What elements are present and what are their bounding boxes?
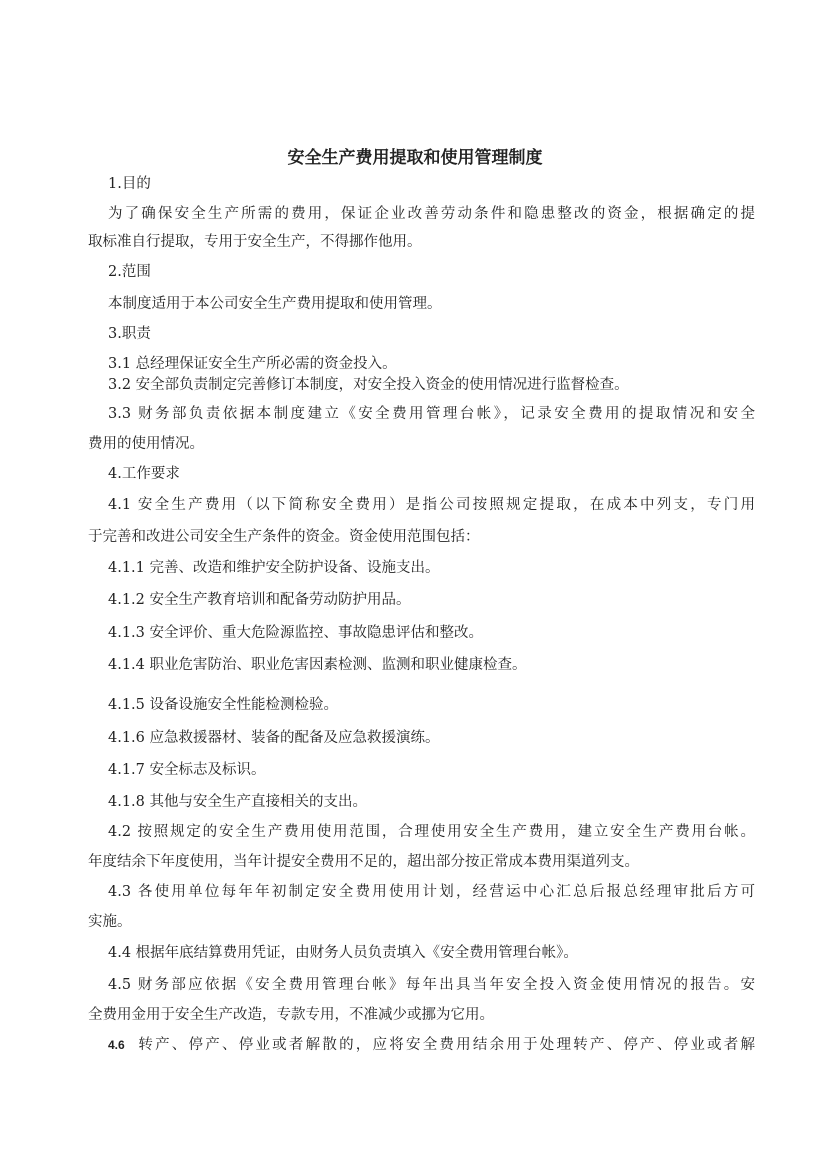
document-line: 4.1.8 其他与安全生产直接相关的支出。	[108, 794, 368, 810]
document-line: 3.职责	[108, 326, 151, 342]
section-number: 4.6	[108, 1038, 125, 1052]
document-line: 4.1.1 完善、改造和维护安全防护设备、设施支出。	[108, 560, 440, 576]
document-line: 全费用金用于安全生产改造，专款专用，不准减少或挪为它用。	[88, 1007, 494, 1023]
paragraph-4-6	[108, 1035, 755, 1055]
paragraph-text: 转产、停产、停业或者解散的，应将安全费用结余用于处理转产、停产、停业或者解	[138, 1037, 755, 1053]
document-line: 1.目的	[108, 176, 151, 192]
document-line: 4.2 按照规定的安全生产费用使用范围，合理使用安全生产费用，建立安全生产费用台帐。	[108, 824, 755, 840]
document-line: 2.范围	[108, 264, 151, 280]
document-line: 4.1.5 设备设施安全性能检测检验。	[108, 697, 339, 713]
document-line: 取标准自行提取，专用于安全生产，不得挪作他用。	[88, 234, 422, 250]
document-line: 4.工作要求	[108, 466, 180, 482]
document-line: 3.1 总经理保证安全生产所必需的资金投入。	[108, 356, 397, 372]
document-line: 4.1.7 安全标志及标识。	[108, 762, 266, 778]
document-line: 本制度适用于本公司安全生产费用提取和使用管理。	[108, 296, 442, 312]
document-line: 4.3 各使用单位每年年初制定安全费用使用计划，经营运中心汇总后报总经理审批后方可	[108, 884, 755, 900]
document-title: 安全生产费用提取和使用管理制度	[287, 148, 543, 168]
document-line: 为了确保安全生产所需的费用，保证企业改善劳动条件和隐患整改的资金，根据确定的提	[108, 206, 755, 222]
document-line: 实施。	[88, 914, 132, 930]
document-line: 年度结余下年度使用，当年计提安全费用不足的，超出部分按正常成本费用渠道列支。	[88, 854, 639, 870]
document-line: 费用的使用情况。	[88, 436, 204, 452]
document-line: 3.2 安全部负责制定完善修订本制度，对安全投入资金的使用情况进行监督检查。	[108, 377, 629, 393]
document-line: 3.3 财务部负责依据本制度建立《安全费用管理台帐》，记录安全费用的提取情况和安全	[108, 406, 755, 422]
document-line: 4.1.6 应急救援器材、装备的配备及应急救援演练。	[108, 730, 440, 746]
document-line: 4.1 安全生产费用（以下简称安全费用）是指公司按照规定提取，在成本中列支，专门用	[108, 497, 755, 513]
document-line: 4.1.3 安全评价、重大危险源监控、事故隐患评估和整改。	[108, 625, 484, 641]
document-line: 4.5 财务部应依据《安全费用管理台帐》每年出具当年安全投入资金使用情况的报告。安	[108, 977, 755, 993]
document-line: 4.4 根据年底结算费用凭证，由财务人员负责填入《安全费用管理台帐》。	[108, 945, 578, 961]
document-line: 4.1.2 安全生产教育培训和配备劳动防护用品。	[108, 592, 411, 608]
document-line: 4.1.4 职业危害防治、职业危害因素检测、监测和职业健康检查。	[108, 657, 527, 673]
document-line: 于完善和改进公司安全生产条件的资金。资金使用范围包括：	[88, 529, 480, 545]
